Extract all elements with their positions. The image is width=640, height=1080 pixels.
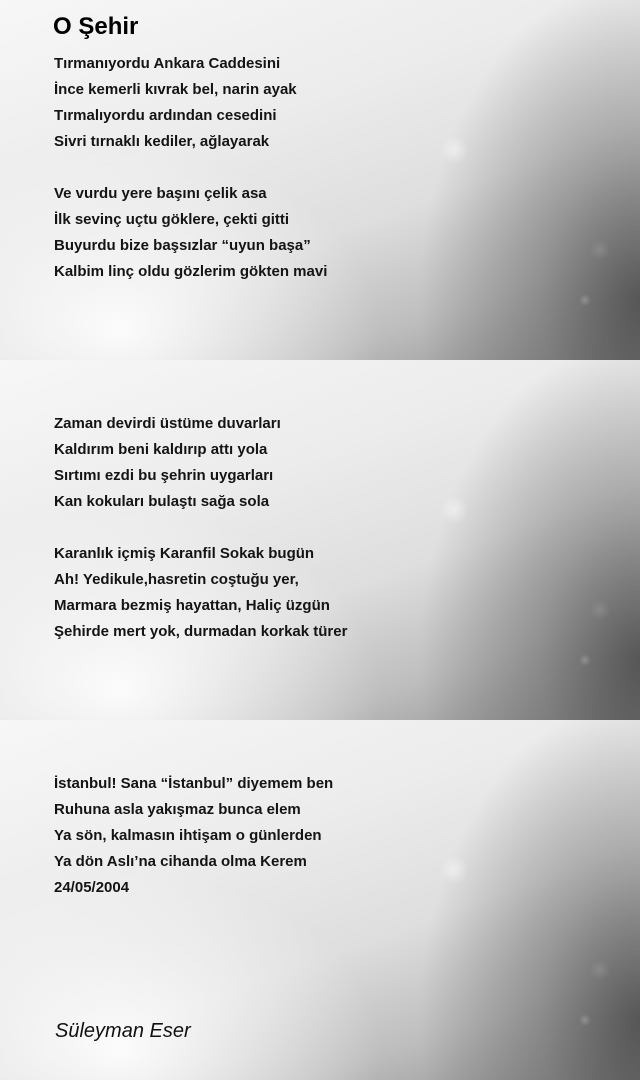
poem-line: Ya sön, kalmasın ihtişam o günlerden xyxy=(54,827,322,844)
poem-line: İstanbul! Sana “İstanbul” diyemem ben xyxy=(54,775,334,792)
poem-line: Buyurdu bize başsızlar “uyun başa” xyxy=(54,237,311,254)
stanza-1 xyxy=(54,51,297,155)
poem-line: İlk sevinç uçtu göklere, çekti gitti xyxy=(54,211,290,228)
poem-title: O Şehir xyxy=(53,13,139,40)
poem-line: Marmara bezmiş hayattan, Haliç üzgün xyxy=(54,597,330,614)
poem-panel-1 xyxy=(0,0,640,360)
poem-line: Kaldırım beni kaldırıp attı yola xyxy=(54,441,268,458)
poem-author: Süleyman Eser xyxy=(55,1020,191,1042)
poem-line: Zaman devirdi üstüme duvarları xyxy=(54,415,281,432)
poem-line: Sivri tırnaklı kediler, ağlayarak xyxy=(54,133,270,150)
poem-line: Kan kokuları bulaştı sağa sola xyxy=(54,493,270,510)
poem-panel-2 xyxy=(0,360,640,720)
poem-line: Ya dön Aslı’na cihanda olma Kerem xyxy=(54,853,307,870)
poem-line: Ve vurdu yere başını çelik asa xyxy=(54,185,267,202)
poem-line: Ruhuna asla yakışmaz bunca elem xyxy=(54,801,301,818)
poem-line: Şehirde mert yok, durmadan korkak türer xyxy=(54,623,348,640)
poem-line: Ah! Yedikule,hasretin coştuğu yer, xyxy=(54,571,299,588)
poem-line: Karanlık içmiş Karanfil Sokak bugün xyxy=(54,545,315,562)
stanza-3 xyxy=(54,411,281,515)
poem-line: Tırmalıyordu ardından cesedini xyxy=(54,107,277,124)
stanza-2 xyxy=(54,181,327,285)
poem-line: Sırtımı ezdi bu şehrin uygarları xyxy=(54,467,274,484)
stanza-5 xyxy=(54,771,333,901)
stanza-4 xyxy=(54,541,347,645)
poem-panel-3 xyxy=(0,720,640,1080)
poem-date: 24/05/2004 xyxy=(54,879,130,896)
poem-line: Kalbim linç oldu gözlerim gökten mavi xyxy=(54,263,328,280)
poem-line: İnce kemerli kıvrak bel, narin ayak xyxy=(54,81,297,98)
poem-line: Tırmanıyordu Ankara Caddesini xyxy=(54,55,281,72)
